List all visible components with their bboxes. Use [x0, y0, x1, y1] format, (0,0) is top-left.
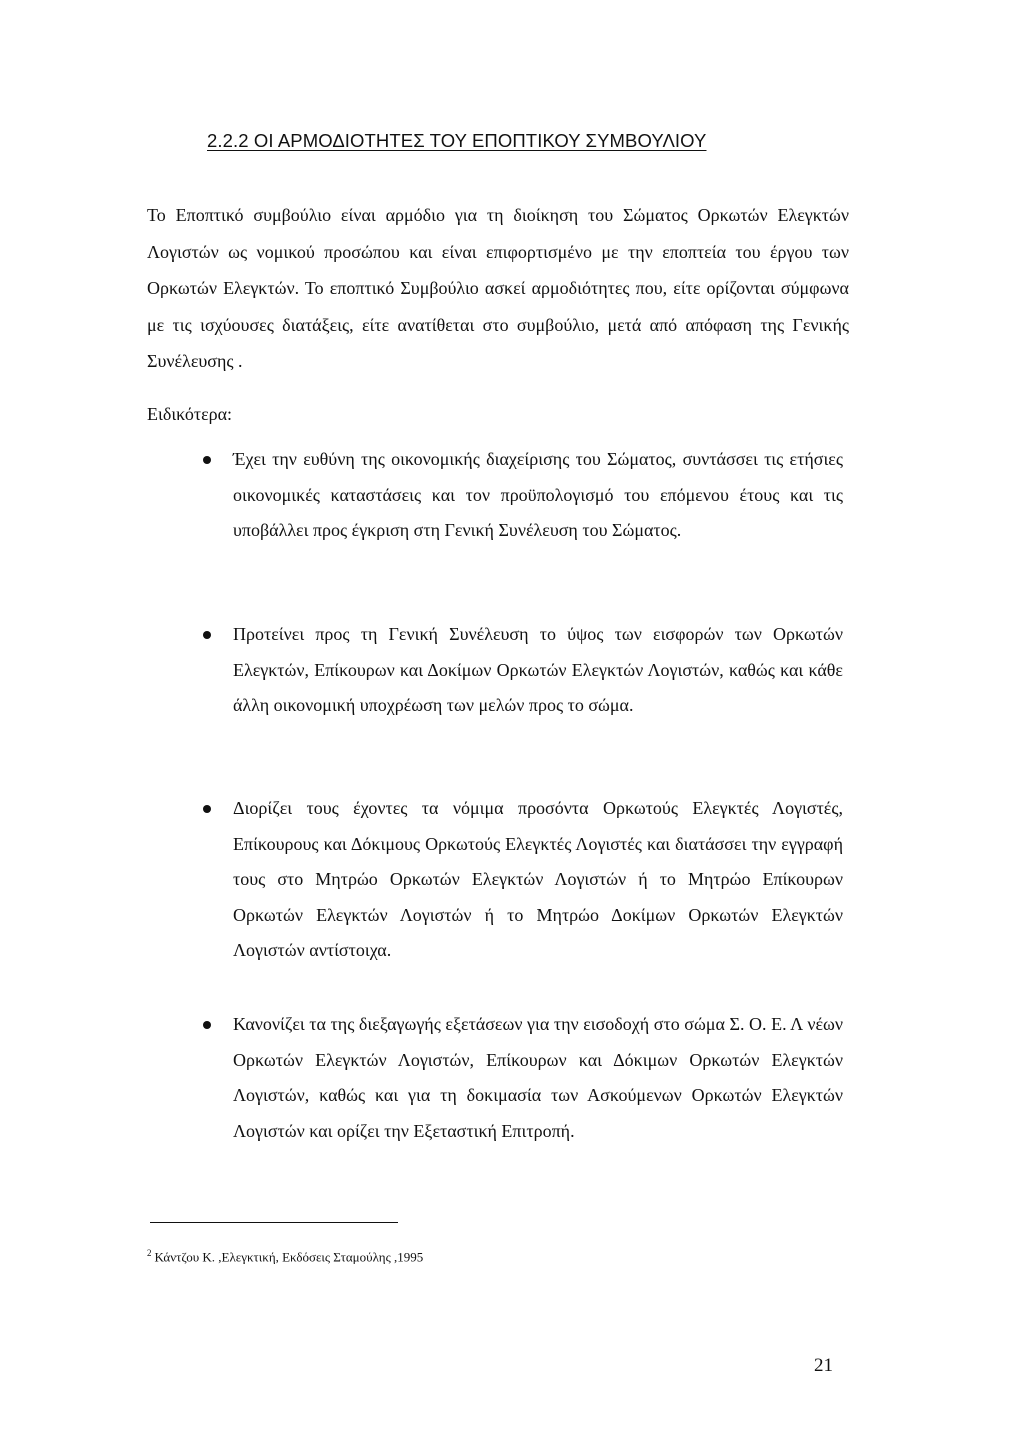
section-heading: 2.2.2 ΟΙ ΑΡΜΟΔΙΟΤΗΤΕΣ ΤΟΥ ΕΠΟΠΤΙΚΟΥ ΣΥΜΒΟΥΛΙΟΥ	[207, 130, 707, 151]
bullet-icon	[203, 805, 211, 813]
list-item-text: Προτείνει προς τη Γενική Συνέλευση το ύψος των εισφορών των Ορκωτών Ελεγκτών, Επίκουρων και Δοκίμων Ορκωτών Ελεγκτών Λογιστών, καθώς και κάθε άλλη οικονομική υποχρέωση των μελών προς το σώμα.	[233, 624, 843, 715]
list-item-text: Κανονίζει τα της διεξαγωγής εξετάσεων για την εισοδοχή στο σώμα Σ. Ο. Ε. Λ νέων Ορκωτών Ελεγκτών Λογιστών, Επίκουρων και Δόκιμων Ορκωτών Ελεγκτών Λογιστών, καθώς και για τη δοκιμασία των Ασκούμενων Ορκωτών Ελεγκτών Λογιστών και ορίζει την Εξεταστική Επιτροπή.	[233, 1014, 843, 1141]
footnote	[147, 1248, 423, 1265]
bullet-icon	[203, 1021, 211, 1029]
footnote-text: Κάντζου Κ. ,Ελεγκτική, Εκδόσεις Σταμούλης ,1995	[154, 1249, 424, 1265]
footnote-divider	[150, 1222, 398, 1223]
page-number: 21	[814, 1355, 833, 1376]
intro-paragraph: Το Εποπτικό συμβούλιο είναι αρμόδιο για τη διοίκηση του Σώματος Ορκωτών Ελεγκτών Λογιστών ως νομικού προσώπου και είναι επιφορτισμένο με την εποπτεία του έργου των Ορκωτών Ελεγκτών. Το εποπτικό Συμβούλιο ασκεί αρμοδιότητες που, είτε ορίζονται σύμφωνα με τις ισχύουσες διατάξεις, είτε ανατίθεται στο συμβούλιο, μετά από απόφαση της Γενικής Συνέλευσης .	[147, 205, 849, 372]
list-item-text: Διορίζει τους έχοντες τα νόμιμα προσόντα Ορκωτούς Ελεγκτές Λογιστές, Επίκουρους και Δόκιμους Ορκωτούς Ελεγκτές Λογιστές και διατάσσει την εγγραφή τους στο Μητρώο Ορκωτών Ελεγκτών Λογιστών ή το Μητρώο Επίκουρων Ορκωτών Ελεγκτών Λογιστών ή το Μητρώο Δοκίμων Ορκωτών Ελεγκτών Λογιστών αντίστοιχα.	[233, 798, 843, 960]
list-item-text: Έχει την ευθύνη της οικονομικής διαχείρισης του Σώματος, συντάσσει τις ετήσιες οικονομικές καταστάσεις και τον προϋπολογισμό του επόμενου έτους και τις υποβάλλει προς έγκριση στη Γενική Συνέλευση του Σώματος.	[233, 449, 843, 540]
bullet-icon	[203, 631, 211, 639]
bullet-icon	[203, 456, 211, 464]
footnote-marker: 2	[147, 1248, 152, 1258]
specific-label: Ειδικότερα:	[147, 404, 233, 424]
